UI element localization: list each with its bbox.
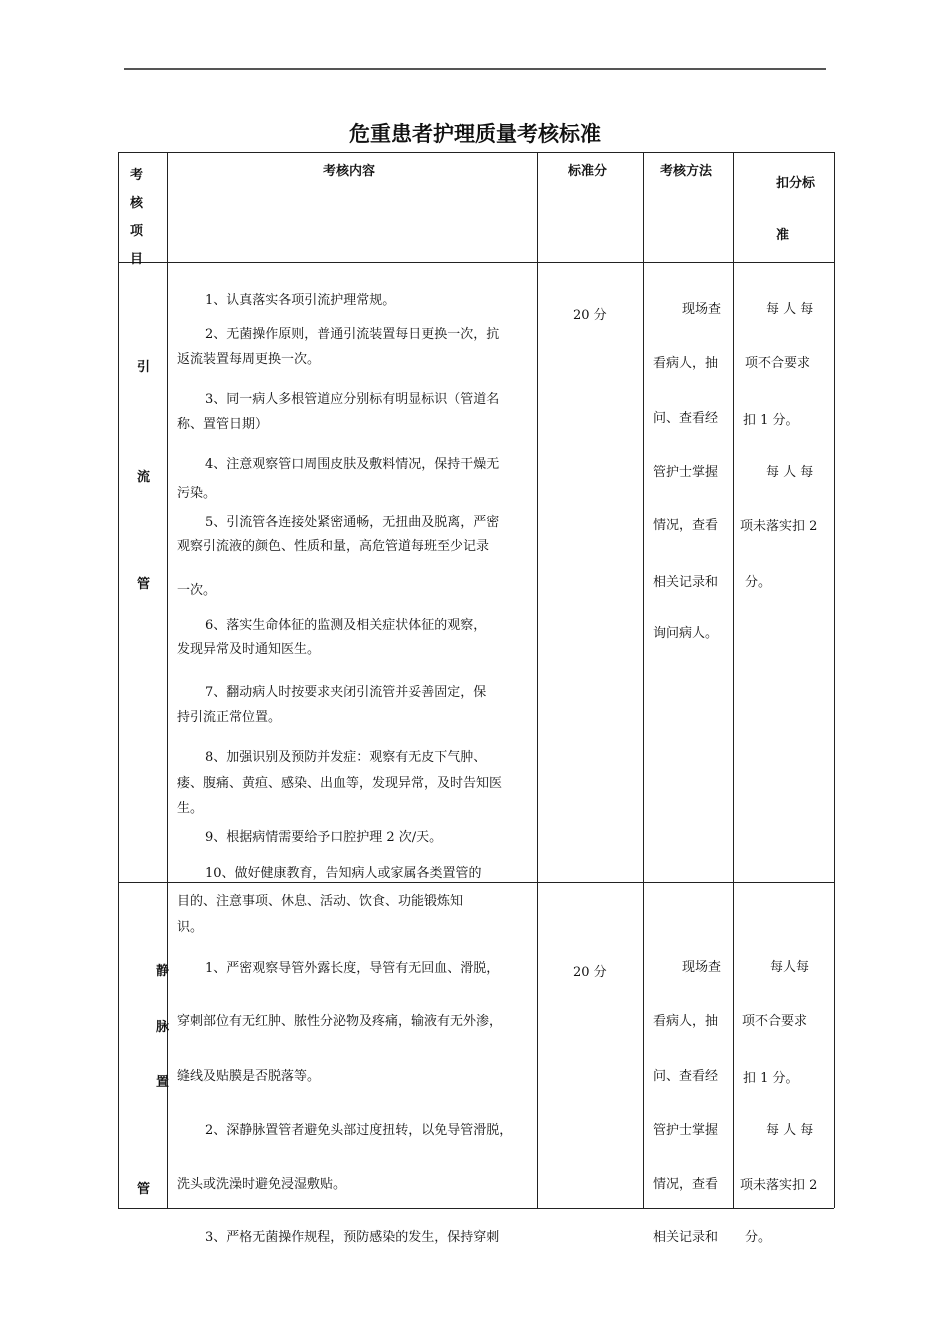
header-score: 标准分 bbox=[568, 164, 608, 179]
content-line: 返流装置每周更换一次。 bbox=[177, 352, 321, 367]
content-line: 污染。 bbox=[177, 486, 217, 501]
table-border-bottom bbox=[118, 1208, 834, 1209]
method-line: 看病人，抽 bbox=[653, 1014, 719, 1029]
section-name-char: 引 bbox=[137, 360, 151, 375]
deduct-line: 项未落实扣 2 bbox=[740, 519, 818, 534]
content-line: 3、严格无菌操作规程，预防感染的发生，保持穿刺 bbox=[205, 1230, 500, 1245]
content-line: 一次。 bbox=[177, 583, 217, 598]
deduct-line: 扣 1 分。 bbox=[743, 1071, 799, 1086]
method-line: 看病人，抽 bbox=[653, 356, 719, 371]
header-item-char: 考 bbox=[130, 168, 144, 183]
method-line: 情况，查看 bbox=[653, 518, 719, 533]
content-line: 9、根据病情需要给予口腔护理 2 次/天。 bbox=[205, 830, 443, 845]
section-name-char: 管 bbox=[137, 1182, 151, 1197]
method-line: 相关记录和 bbox=[653, 575, 719, 590]
content-line: 穿刺部位有无红肿、脓性分泌物及疼痛，输液有无外渗， bbox=[177, 1014, 503, 1029]
deduct-line: 每 人 每 bbox=[766, 465, 814, 480]
content-line: 识。 bbox=[177, 920, 204, 935]
content-line: 称、置管日期） bbox=[177, 417, 269, 432]
deduct-line: 每 人 每 bbox=[766, 1123, 814, 1138]
deduct-line: 分。 bbox=[745, 575, 772, 590]
deduct-line: 项未落实扣 2 bbox=[740, 1178, 818, 1193]
page-title: 危重患者护理质量考核标准 bbox=[349, 122, 601, 146]
col-divider-1 bbox=[167, 152, 168, 1208]
table-border-top bbox=[118, 152, 834, 153]
deduct-line: 扣 1 分。 bbox=[743, 413, 799, 428]
header-item-char: 核 bbox=[130, 196, 144, 211]
content-line: 3、同一病人多根管道应分别标有明显标识（管道名 bbox=[205, 392, 500, 407]
header-item-char: 项 bbox=[130, 224, 144, 239]
header-deduct-line1: 扣分标 bbox=[776, 176, 816, 191]
method-line: 问、查看经 bbox=[653, 411, 719, 426]
col-divider-4 bbox=[733, 152, 734, 1208]
section-score: 20 分 bbox=[573, 308, 607, 323]
deduct-line: 每 人 每 bbox=[766, 302, 814, 317]
col-divider-3 bbox=[643, 152, 644, 1208]
method-line: 情况，查看 bbox=[653, 1177, 719, 1192]
table-header-divider bbox=[118, 262, 834, 263]
method-line: 相关记录和 bbox=[653, 1230, 719, 1245]
top-rule bbox=[124, 68, 826, 70]
section-name-char: 管 bbox=[137, 577, 151, 592]
content-line: 8、加强识别及预防并发症：观察有无皮下气肿、 bbox=[205, 750, 487, 765]
content-line: 1、认真落实各项引流护理常规。 bbox=[205, 293, 396, 308]
content-line: 目的、注意事项、休息、活动、饮食、功能锻炼知 bbox=[177, 894, 464, 909]
content-line: 7、翻动病人时按要求夹闭引流管并妥善固定，保 bbox=[205, 685, 487, 700]
content-line: 发现异常及时通知医生。 bbox=[177, 642, 321, 657]
table-border-right bbox=[834, 152, 835, 1208]
content-line: 1、严密观察导管外露长度，导管有无回血、滑脱， bbox=[205, 961, 500, 976]
content-line: 持引流正常位置。 bbox=[177, 710, 282, 725]
header-deduct-line2: 准 bbox=[776, 228, 790, 243]
section-score: 20 分 bbox=[573, 965, 607, 980]
header-item-char: 目 bbox=[130, 252, 144, 267]
content-line: 10、做好健康教育，告知病人或家属各类置管的 bbox=[205, 866, 482, 881]
content-line: 2、深静脉置管者避免头部过度扭转，以免导管滑脱， bbox=[205, 1123, 513, 1138]
content-line: 4、注意观察管口周围皮肤及敷料情况，保持干燥无 bbox=[205, 457, 500, 472]
method-line: 询问病人。 bbox=[653, 626, 719, 641]
content-line: 5、引流管各连接处紧密通畅，无扭曲及脱离，严密 bbox=[205, 515, 500, 530]
deduct-line: 分。 bbox=[745, 1230, 772, 1245]
method-line: 问、查看经 bbox=[653, 1069, 719, 1084]
method-line: 现场查 bbox=[682, 960, 722, 975]
method-line: 管护士掌握 bbox=[653, 1123, 719, 1138]
col-divider-2 bbox=[537, 152, 538, 1208]
header-content: 考核内容 bbox=[323, 164, 376, 179]
content-line: 缝线及贴膜是否脱落等。 bbox=[177, 1069, 321, 1084]
method-line: 现场查 bbox=[682, 302, 722, 317]
section-name-char: 静 bbox=[156, 964, 170, 979]
content-line: 6、落实生命体征的监测及相关症状体征的观察， bbox=[205, 618, 487, 633]
content-line: 瘘、腹痛、黄疸、感染、出血等，发现异常，及时告知医 bbox=[177, 776, 503, 791]
section-name-char: 脉 bbox=[156, 1020, 170, 1035]
content-line: 生。 bbox=[177, 801, 204, 816]
deduct-line: 每人每 bbox=[770, 960, 810, 975]
section-name-char: 流 bbox=[137, 470, 151, 485]
deduct-line: 项不合要求 bbox=[745, 356, 811, 371]
method-line: 管护士掌握 bbox=[653, 465, 719, 480]
header-method: 考核方法 bbox=[660, 164, 713, 179]
section-name-char: 置 bbox=[156, 1075, 170, 1090]
deduct-line: 项不合要求 bbox=[742, 1014, 808, 1029]
content-line: 洗头或洗澡时避免浸湿敷贴。 bbox=[177, 1177, 347, 1192]
table-border-left bbox=[118, 152, 119, 1208]
content-line: 观察引流液的颜色、性质和量，高危管道每班至少记录 bbox=[177, 539, 490, 554]
content-line: 2、无菌操作原则，普通引流装置每日更换一次，抗 bbox=[205, 327, 500, 342]
